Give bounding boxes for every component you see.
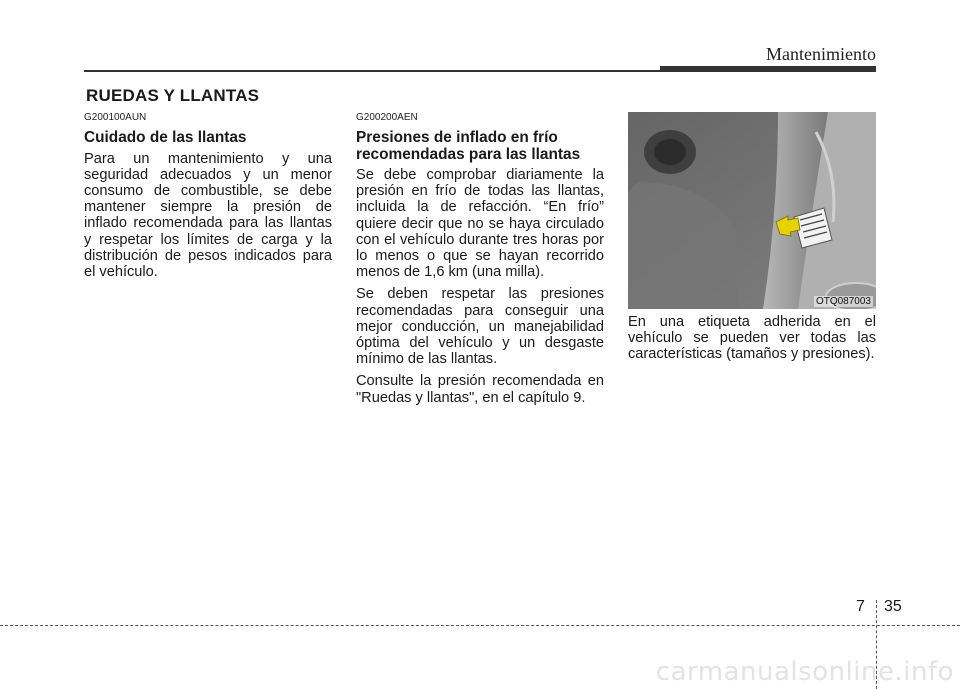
section-title: RUEDAS Y LLANTAS xyxy=(86,86,260,105)
door-frame-illustration xyxy=(628,112,876,309)
running-head: Mantenimiento xyxy=(766,44,876,64)
body-paragraph: Para un mantenimiento y una seguridad adecuados y un menor consumo de combustible, se debe mantener siempre la presión de inflado recomendada para las llantas y respetar los límites de carga y la distribución de pesos indicados para el vehículo. xyxy=(84,150,332,280)
body-paragraph: Consulte la presión recomendada en "Ruedas y llantas", en el capítulo 9. xyxy=(356,373,604,406)
door-label-figure xyxy=(628,112,876,309)
figure-code: OTQ087003 xyxy=(815,296,871,307)
column-1 xyxy=(84,112,332,286)
section-code: G200200AEN xyxy=(356,112,418,123)
column-3 xyxy=(628,314,876,369)
header-rule-thick xyxy=(660,66,876,72)
subheading: Presiones de inflado en frío recomendadas para las llantas xyxy=(356,129,581,163)
watermark: carmanualsonline.info xyxy=(655,657,954,687)
chapter-number: 7 xyxy=(856,598,865,615)
page-number: 35 xyxy=(884,598,902,615)
subheading: Cuidado de las llantas xyxy=(84,129,247,146)
footer-rule xyxy=(0,625,960,626)
body-paragraph: Se debe comprobar diariamente la presión en frío de todas las llantas, incluida la de refacción. “En frío” quiere decir que no se haya circulado con el vehículo durante tres horas por lo menos o que se hayan recorrido menos de 1,6 km (una milla). xyxy=(356,167,604,281)
body-paragraph: Se deben respetar las presiones recomendadas para conseguir una mejor conducción, un manejabilidad óptima del vehículo y un desgaste mínimo de las llantas. xyxy=(356,286,604,368)
section-code: G200100AUN xyxy=(84,112,147,123)
body-paragraph: En una etiqueta adherida en el vehículo se pueden ver todas las características (tamaños y presiones). xyxy=(628,314,876,363)
header-rule-thin xyxy=(84,70,660,72)
column-2 xyxy=(356,112,604,412)
